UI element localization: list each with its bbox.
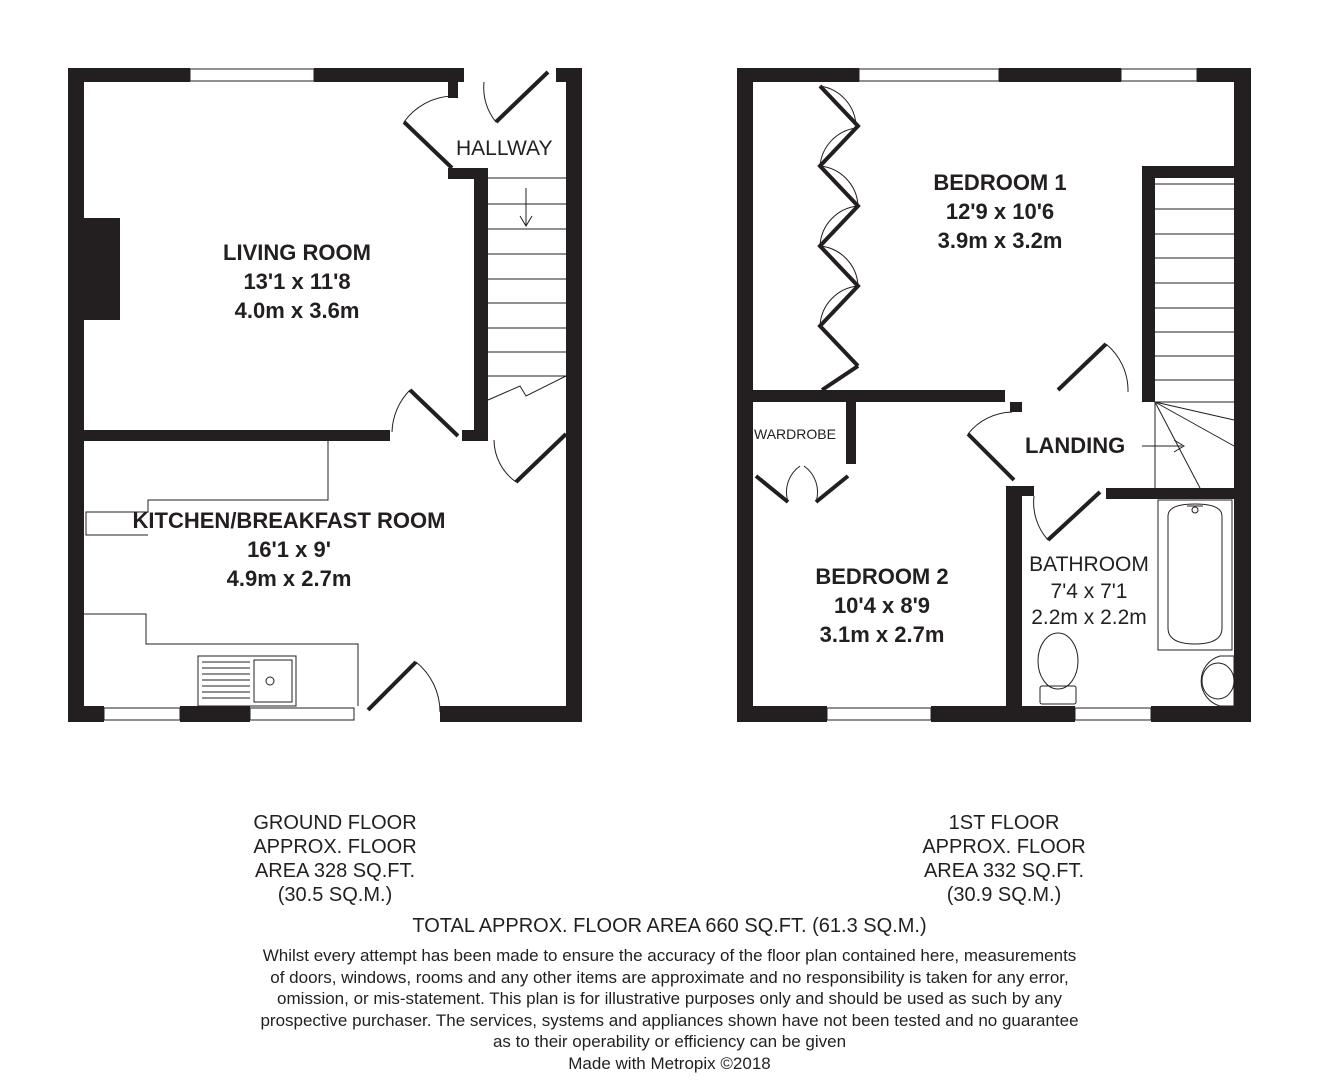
svg-text:13'1 x 11'8: 13'1 x 11'8 <box>243 269 351 294</box>
total-floor-area: TOTAL APPROX. FLOOR AREA 660 SQ.FT. (61.3 SQ.M.) <box>412 915 927 937</box>
kitchen-label <box>133 508 446 591</box>
ff-wall-landing-stub <box>1010 402 1022 412</box>
credit: Made with Metropix ©2018 <box>568 1053 771 1073</box>
ff-wall-top-mid <box>999 68 1121 82</box>
svg-text:3.1m x 2.7m: 3.1m x 2.7m <box>819 622 945 647</box>
ground-floor-plan <box>68 68 582 722</box>
svg-text:4.0m x 3.6m: 4.0m x 3.6m <box>234 298 360 323</box>
ff-staircase <box>1142 184 1234 488</box>
svg-text:7'4 x 7'1: 7'4 x 7'1 <box>1050 580 1128 603</box>
landing-label: LANDING <box>1025 433 1126 458</box>
gf-wall-stair-base <box>462 430 488 441</box>
gf-wall-right <box>566 68 582 722</box>
disclaimer-line: as to their operability or efficiency can be given <box>492 1032 847 1051</box>
disclaimer-line: of doors, windows, rooms and any other items are approximate and no responsibility is taken for any error, <box>270 967 1069 987</box>
svg-text:BEDROOM 2: BEDROOM 2 <box>815 564 949 589</box>
gf-window-kitchen-1 <box>104 708 180 720</box>
hallway-label: HALLWAY <box>456 137 553 160</box>
first-floor-caption <box>884 811 1124 907</box>
gf-window-living <box>190 69 314 81</box>
ff-wall-wardrobe-side <box>846 402 856 464</box>
ff-bed1-wardrobe-doors <box>820 86 858 390</box>
ground-floor-caption-line: AREA 328 SQ.FT. <box>254 860 416 882</box>
ff-window-bed1-b <box>1121 69 1197 81</box>
first-floor-caption-line: AREA 332 SQ.FT. <box>923 860 1085 882</box>
bedroom1-label <box>933 170 1066 253</box>
gf-wall-hall-stub-2 <box>448 82 458 98</box>
ff-window-bath <box>1075 708 1151 720</box>
living-room-label <box>223 240 371 323</box>
ff-wall-bottom-mid <box>931 706 1075 722</box>
gf-chimney-breast <box>84 218 120 320</box>
ff-wall-bath-top-b <box>1106 488 1234 499</box>
ff-wall-bottom-right <box>1151 706 1251 722</box>
wardrobe-label: WARDROBE <box>754 426 836 442</box>
ff-wall-top-left <box>737 68 859 82</box>
ff-wall-bed2-bath <box>1006 486 1022 722</box>
svg-text:BEDROOM 1: BEDROOM 1 <box>933 170 1067 195</box>
ff-window-bed1-a <box>859 69 999 81</box>
first-floor-plan <box>737 68 1251 722</box>
gf-wall-top-left <box>68 68 190 82</box>
svg-text:3.9m x 3.2m: 3.9m x 3.2m <box>937 228 1063 253</box>
svg-text:2.2m x 2.2m: 2.2m x 2.2m <box>1031 606 1147 629</box>
ground-floor-caption-line: GROUND FLOOR <box>253 812 417 834</box>
ff-wall-bottom-left <box>737 706 827 722</box>
gf-window-kitchen-2 <box>250 708 354 720</box>
bedroom2-label <box>815 564 948 647</box>
ff-wall-left <box>737 68 753 722</box>
svg-text:KITCHEN/BREAKFAST ROOM: KITCHEN/BREAKFAST ROOM <box>132 508 446 533</box>
svg-text:BATHROOM: BATHROOM <box>1029 553 1149 576</box>
gf-wall-bottom-right <box>440 706 582 722</box>
ff-wall-stair-box-left <box>1142 166 1155 402</box>
ff-wall-bath-top-a <box>1010 486 1034 496</box>
gf-wall-left <box>68 68 84 722</box>
svg-text:16'1 x 9': 16'1 x 9' <box>247 537 331 562</box>
ff-window-bed2 <box>827 708 931 720</box>
ground-floor-caption-line: (30.5 SQ.M.) <box>277 884 393 906</box>
ff-wall-right <box>1234 68 1251 722</box>
gf-wall-bottom-mid <box>180 706 250 722</box>
bath-tub <box>1158 500 1232 650</box>
disclaimer <box>0 945 1339 1074</box>
svg-text:LIVING ROOM: LIVING ROOM <box>223 240 371 265</box>
ground-floor-caption-line: APPROX. FLOOR <box>253 836 417 858</box>
ff-bathroom-fixtures <box>1038 500 1234 706</box>
first-floor-caption-line: APPROX. FLOOR <box>922 836 1086 858</box>
gf-staircase <box>488 178 566 400</box>
gf-wall-top-mid <box>314 68 464 82</box>
first-floor-caption-line: 1ST FLOOR <box>948 812 1060 834</box>
bathroom-label <box>1029 553 1149 629</box>
ff-wall-bed1-bed2 <box>753 390 1005 402</box>
disclaimer-line: prospective purchaser. The services, systems and appliances shown have not been tested and no guarantee <box>260 1010 1079 1030</box>
svg-text:4.9m x 2.7m: 4.9m x 2.7m <box>226 566 352 591</box>
gf-wall-hall-stub <box>448 168 488 179</box>
gf-wall-living-kitchen <box>84 430 390 441</box>
first-floor-caption-line: (30.9 SQ.M.) <box>946 884 1062 906</box>
gf-wall-stair-left <box>474 168 488 440</box>
svg-text:12'9 x 10'6: 12'9 x 10'6 <box>945 199 1055 224</box>
gf-wall-bottom-left <box>68 706 104 722</box>
svg-text:10'4 x 8'9: 10'4 x 8'9 <box>833 593 931 618</box>
ground-floor-caption <box>215 811 455 907</box>
disclaimer-line: omission, or mis-statement. This plan is for illustrative purposes only and should be used as such by any <box>277 989 1062 1008</box>
disclaimer-line: Whilst every attempt has been made to ensure the accuracy of the floor plan contained here, measurements <box>262 946 1077 965</box>
ff-wall-stair-box-top <box>1142 166 1234 178</box>
